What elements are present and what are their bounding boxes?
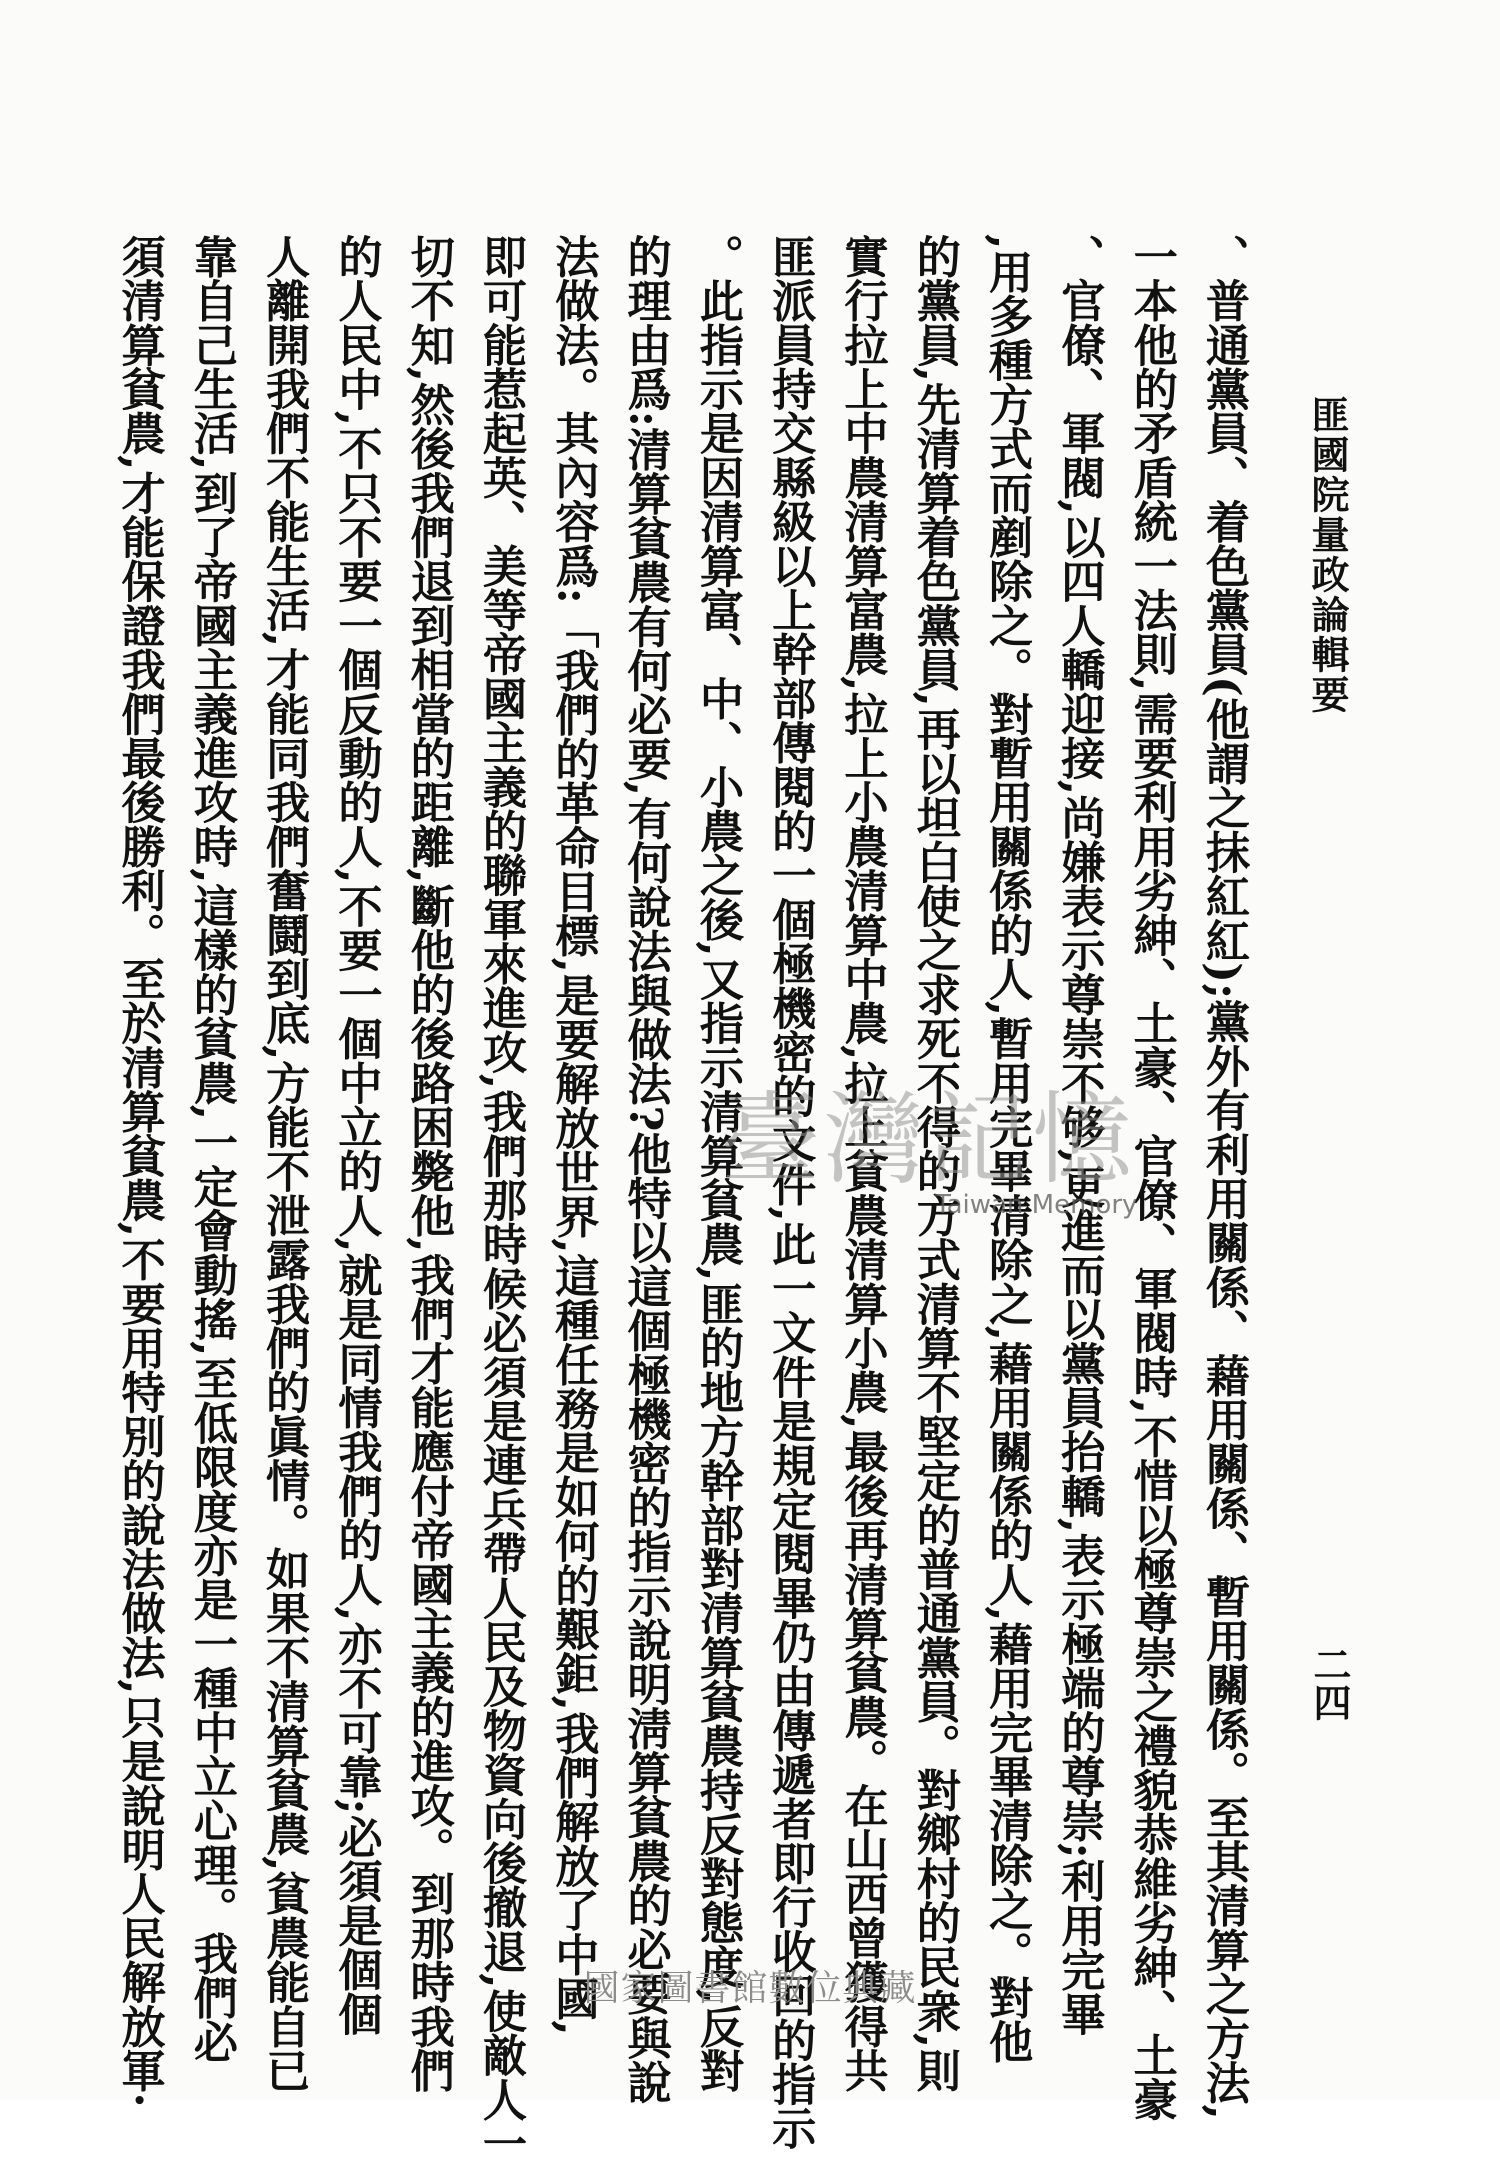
text-column: 、普通黨員、着色黨員(他謂之抹紅紅);黨外有利用關係、藉用關係、暫用關係。至其清算之方法, [1198, 234, 1250, 2120]
library-footer: 國家圖書館數位典藏 [583, 1968, 917, 2009]
text-column: 人離開我們不能生活,才能同我們奮鬪到底,方能不泄露我們的眞情。如果不清算貧農,貧農能自已 [258, 234, 311, 2093]
text-column: 法做法。其內容爲:「我們的革命目標,是要解放世界,這種任務是如何的艱鉅,我們解放了中國, [547, 234, 600, 2036]
text-column: 匪派員持交縣級以上幹部傳閱的一個極機密的文件,此一文件是規定閱畢仍由傳遞者即行收回的指示 [764, 234, 817, 2150]
running-title: 匪國院量政論輯要 [1305, 395, 1350, 715]
text-column: 的理由爲:清算貧農有何必要,有何說法與做法?他特以這個極機密的指示說明淸算貧農的必要與說 [619, 234, 672, 2104]
text-column: 的人民中,不只不要一個反動的人,不要一個中立的人,就是同情我們的人,亦不可靠;必須是個個 [330, 234, 383, 2036]
watermark-text: 臺灣記憶 [720, 1081, 1136, 1198]
text-column: 一本他的矛盾統一法則,需要利用劣紳、土豪、官僚、軍閥時,不惜以極尊崇之禮貌恭維劣紳、土豪 [1125, 234, 1178, 2122]
text-column: 即可能惹起英、美等帝國主義的聯軍來進攻,我們那時候必須是連兵帶人民及物資向後撤退,使敵人一 [475, 234, 528, 2165]
text-column: 的黨員,先清算着色黨員,再以坦白使之求死不得的方式清算不堅定的普通黨員。對鄉村的民衆,則 [908, 234, 961, 2093]
text-column: 實行拉上中農清算富農,拉上小農清算中農,拉上貧農清算小農,最後再清算貧農。在山西曾獲得共 [836, 234, 889, 2093]
text-column: 切不知,然後我們退到相當的距離,斷他的後路困斃他,我們才能應付帝國主義的進攻。到那時我們 [402, 234, 455, 2093]
text-column: ,用多種方式而剷除之。對暫用關係的人,暫用完畢清除之,藉用關係的人,藉用完畢清除之。對他 [981, 234, 1034, 2064]
page-number: 二四 [1307, 1645, 1352, 1721]
text-column: 須清算貧農,才能保證我們最後勝利。至於清算貧農,不要用特別的說法做法,只是說明人民解放軍· [113, 234, 166, 2108]
text-column: 、官僚、軍閥,以四人轎迎接,尚嫌表示尊崇不够,更進而以黨員抬轎,表示極端的尊崇;利用完畢 [1053, 234, 1106, 2036]
text-column: 。此指示是因清算富、中、小農之後,又指示清算貧農,匪的地方幹部對清算貧農持反對態度,反對 [691, 234, 744, 2093]
text-column: 靠自己生活,到了帝國主義進攻時,這樣的貧農,一定會動搖,至低限度亦是一種中立心理。我們必 [185, 234, 238, 2064]
watermark-subtext: Taiwan Memory [935, 1190, 1138, 1220]
